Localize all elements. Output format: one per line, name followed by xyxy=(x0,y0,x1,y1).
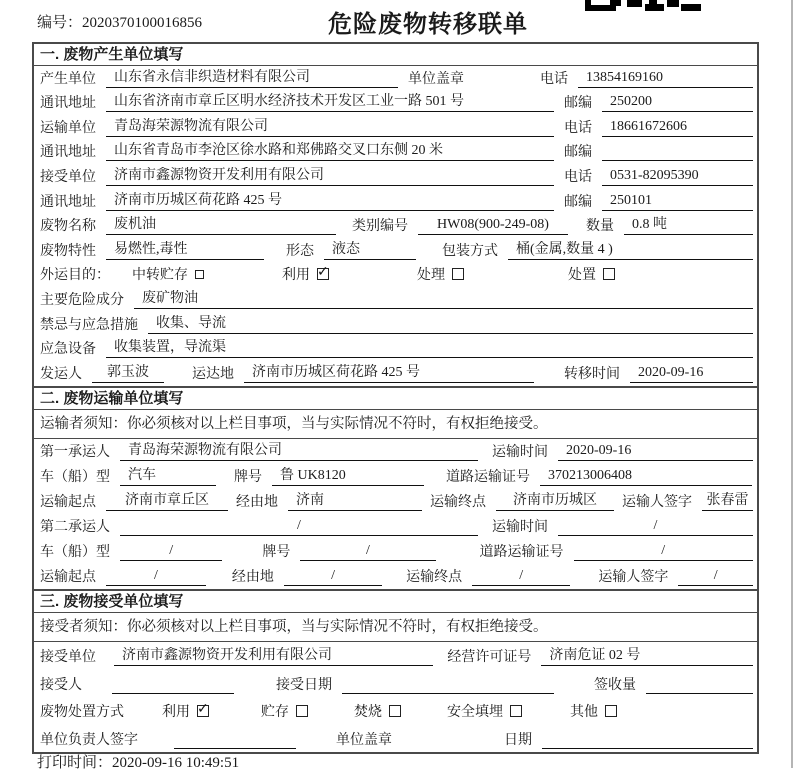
field-value xyxy=(646,693,753,694)
field-label: 接受单位 xyxy=(40,650,96,666)
field-label: 发运人 xyxy=(40,366,82,382)
form-row xyxy=(34,164,757,189)
field-label: 废物特性 xyxy=(40,243,96,259)
field-value: 张春雷 xyxy=(702,492,753,511)
print-time-label: 打印时间： xyxy=(37,755,113,771)
field-value: 液态 xyxy=(324,241,416,260)
form-serial-label: 编号： xyxy=(37,15,83,31)
form-row xyxy=(34,564,757,589)
field-label: 第二承运人 xyxy=(40,519,110,535)
field-value xyxy=(342,693,554,694)
form-serial-number: 2020370100016856 xyxy=(82,15,203,31)
field-value: 收集装置，导流渠 xyxy=(106,339,753,358)
field-label: 类别编号 xyxy=(352,219,408,235)
form-row xyxy=(34,66,757,91)
field-value: 济南市鑫源物资开发利用有限公司 xyxy=(114,647,433,666)
field-label: 产生单位 xyxy=(40,71,96,87)
field-label: 应急设备 xyxy=(40,342,96,358)
checkbox-label: 贮存 xyxy=(261,705,289,721)
field-label: 运输单位 xyxy=(40,120,96,136)
checkbox-empty-icon xyxy=(605,705,617,717)
field-label: 废物处置方式 xyxy=(40,705,124,721)
field-label: 接受日期 xyxy=(276,677,332,693)
form-row xyxy=(34,312,757,337)
section-notice: 运输者须知：你必须核对以上栏目事项，当与实际情况不符时，有权拒绝接受。 xyxy=(34,410,757,439)
form-row xyxy=(34,642,757,670)
checkbox-label: 其他 xyxy=(570,705,598,721)
checkbox-empty-icon xyxy=(603,268,615,280)
checkbox-option xyxy=(261,701,308,721)
form-row xyxy=(34,514,757,539)
field-label: 通讯地址 xyxy=(40,145,96,161)
field-value: / xyxy=(120,517,478,536)
checkbox-label: 利用 xyxy=(282,268,310,284)
field-value: 济南市历城区荷花路 425 号 xyxy=(106,192,554,211)
page-edge-line xyxy=(791,0,793,768)
field-label: 通讯地址 xyxy=(40,194,96,210)
field-value: 青岛海荣源物流有限公司 xyxy=(106,118,554,137)
field-value: HW08(900-249-08) xyxy=(418,216,568,235)
field-value: 青岛海荣源物流有限公司 xyxy=(120,442,478,461)
field-value: / xyxy=(574,542,754,561)
field-value: / xyxy=(106,567,206,586)
field-label: 运输时间 xyxy=(492,519,548,535)
field-value: 0531-82095390 xyxy=(602,167,753,186)
field-label: 单位盖章 xyxy=(408,71,464,87)
field-value xyxy=(112,693,234,694)
field-label: 邮编 xyxy=(564,96,592,112)
checkbox-empty-icon xyxy=(195,270,204,279)
checkbox-label: 处置 xyxy=(568,268,596,284)
checkbox-option xyxy=(162,701,209,721)
checkbox-empty-icon xyxy=(452,268,464,280)
field-value: 山东省青岛市李沧区徐水路和郑佛路交叉口东侧 20 米 xyxy=(106,142,554,161)
manifest-form xyxy=(32,42,759,754)
field-value: / xyxy=(558,517,753,536)
field-value: 0.8 吨 xyxy=(624,216,753,235)
form-row xyxy=(34,439,757,464)
checkbox-checked-icon: ✓ xyxy=(197,701,209,718)
field-value: / xyxy=(284,567,382,586)
form-section xyxy=(34,44,757,386)
field-label: 日期 xyxy=(504,732,532,748)
field-value: 济南市历城区 xyxy=(496,492,614,511)
checkbox-checked-icon: ✓ xyxy=(317,264,329,281)
field-value: / xyxy=(678,567,753,586)
form-row xyxy=(34,724,757,752)
field-label: 单位负责人签字 xyxy=(40,732,138,748)
field-value: 桶(金属,数量 4 ) xyxy=(508,241,753,260)
form-row xyxy=(34,361,757,386)
field-label: 经由地 xyxy=(231,569,274,585)
field-label: 道路运输证号 xyxy=(446,469,530,485)
field-value: 250200 xyxy=(602,93,753,112)
page-title: 危险废物转移联单 xyxy=(328,11,528,38)
checkbox-label: 处理 xyxy=(417,268,445,284)
form-row xyxy=(34,287,757,312)
field-label: 运输起点 xyxy=(40,569,96,585)
checkbox-empty-icon xyxy=(389,705,401,717)
field-label: 数量 xyxy=(586,219,614,235)
print-time-value: 2020-09-16 10:49:51 xyxy=(112,755,240,771)
field-label: 电话 xyxy=(540,71,568,87)
qr-code-fragment-icon xyxy=(585,0,705,12)
field-label: 牌号 xyxy=(262,544,291,560)
section-header: 三. 废物接受单位填写 xyxy=(34,591,757,613)
field-label: 形态 xyxy=(286,243,314,259)
field-value: 鲁 UK8120 xyxy=(272,467,424,486)
field-label: 车（船）型 xyxy=(40,469,110,485)
checkbox-label: 安全填埋 xyxy=(447,705,503,721)
field-value: 济南市鑫源物资开发利用有限公司 xyxy=(106,167,554,186)
form-row xyxy=(34,140,757,165)
field-label: 主要危险成分 xyxy=(40,292,124,308)
form-row xyxy=(34,539,757,564)
field-value: 370213006408 xyxy=(540,467,752,486)
checkbox-option xyxy=(417,264,464,284)
field-value: 山东省济南市章丘区明水经济技术开发区工业一路 501 号 xyxy=(106,93,554,112)
checkbox-label: 利用 xyxy=(162,705,190,721)
field-label: 运输人签字 xyxy=(598,569,669,585)
field-label: 签收量 xyxy=(594,677,636,693)
form-row xyxy=(34,214,757,239)
checkbox-option xyxy=(354,701,401,721)
field-value: 废机油 xyxy=(106,216,336,235)
field-value: 济南市章丘区 xyxy=(106,492,228,511)
field-value: / xyxy=(472,567,570,586)
field-label: 第一承运人 xyxy=(40,444,110,460)
field-label: 运输终点 xyxy=(430,494,486,510)
section-header: 二. 废物运输单位填写 xyxy=(34,388,757,410)
checkbox-label: 焚烧 xyxy=(354,705,382,721)
field-label: 禁忌与应急措施 xyxy=(40,317,138,333)
form-section xyxy=(34,589,757,752)
field-label: 运输起点 xyxy=(40,494,96,510)
field-value: 13854169160 xyxy=(578,69,753,88)
field-label: 运达地 xyxy=(192,366,234,382)
field-value: 济南市历城区荷花路 425 号 xyxy=(244,364,534,383)
form-row xyxy=(34,669,757,697)
checkbox-option xyxy=(570,701,617,721)
form-row xyxy=(34,91,757,116)
field-value: / xyxy=(300,542,435,561)
field-value: 济南危证 02 号 xyxy=(541,647,753,666)
field-label: 车（船）型 xyxy=(40,544,110,560)
form-row xyxy=(34,697,757,725)
field-label: 通讯地址 xyxy=(40,96,96,112)
field-label: 道路运输证号 xyxy=(479,544,564,560)
field-label: 转移时间 xyxy=(564,366,620,382)
field-label: 邮编 xyxy=(564,145,592,161)
field-label: 经由地 xyxy=(236,494,278,510)
checkbox-option xyxy=(447,701,522,721)
form-row xyxy=(34,489,757,514)
field-label: 邮编 xyxy=(564,194,592,210)
field-label: 废物名称 xyxy=(40,219,96,235)
form-row xyxy=(34,115,757,140)
field-value: 18661672606 xyxy=(602,118,753,137)
field-value: 郭玉波 xyxy=(92,364,164,383)
field-label: 运输时间 xyxy=(492,444,548,460)
form-section xyxy=(34,386,757,589)
field-label: 经营许可证号 xyxy=(447,650,532,666)
form-row xyxy=(34,464,757,489)
form-row xyxy=(34,337,757,362)
field-value: 2020-09-16 xyxy=(558,442,753,461)
field-value: 汽车 xyxy=(120,467,216,486)
field-label: 外运目的： xyxy=(40,268,110,284)
field-value: 收集、导流 xyxy=(148,315,753,334)
form-serial xyxy=(37,11,202,32)
field-value: 废矿物油 xyxy=(134,290,753,309)
form-row xyxy=(34,238,757,263)
field-label: 接受人 xyxy=(40,677,82,693)
checkbox-label: 中转贮存 xyxy=(132,268,188,284)
checkbox-empty-icon xyxy=(510,705,522,717)
field-value xyxy=(602,160,753,161)
field-label: 电话 xyxy=(564,169,592,185)
print-time xyxy=(37,751,239,772)
field-value: / xyxy=(120,542,222,561)
field-label: 单位盖章 xyxy=(336,732,392,748)
field-value xyxy=(542,748,753,749)
field-value: 250101 xyxy=(602,192,753,211)
field-label: 运输终点 xyxy=(406,569,463,585)
field-value: 济南 xyxy=(288,492,422,511)
form-row xyxy=(34,189,757,214)
field-label: 包装方式 xyxy=(442,243,498,259)
field-label: 运输人签字 xyxy=(622,494,692,510)
field-value: 2020-09-16 xyxy=(630,364,753,383)
field-value: 易燃性,毒性 xyxy=(106,241,264,260)
checkbox-option xyxy=(282,264,329,284)
field-label: 电话 xyxy=(564,120,592,136)
checkbox-option xyxy=(568,264,615,284)
form-row xyxy=(34,263,757,288)
section-header: 一. 废物产生单位填写 xyxy=(34,44,757,66)
checkbox-option xyxy=(132,264,204,284)
field-label: 牌号 xyxy=(234,469,262,485)
field-value: 山东省永信非织造材料有限公司 xyxy=(106,69,398,88)
section-notice: 接受者须知：你必须核对以上栏目事项，当与实际情况不符时，有权拒绝接受。 xyxy=(34,613,757,642)
field-label: 接受单位 xyxy=(40,169,96,185)
field-value xyxy=(174,748,296,749)
checkbox-empty-icon xyxy=(296,705,308,717)
